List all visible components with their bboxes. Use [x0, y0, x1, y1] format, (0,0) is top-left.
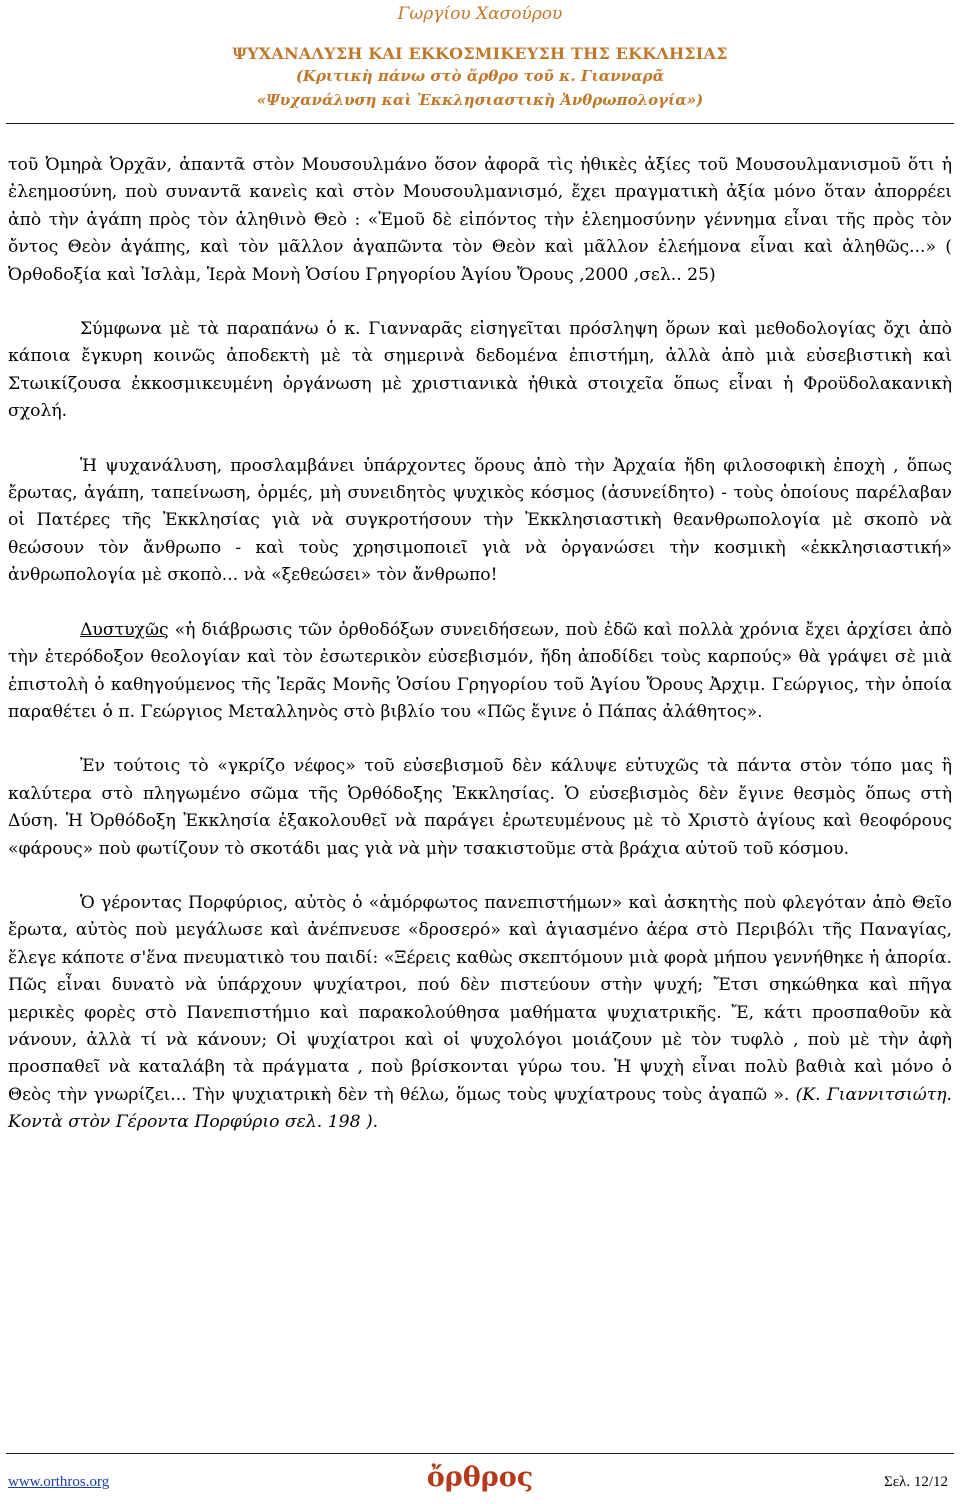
paragraph-4-lead: Δυστυχῶς: [80, 619, 169, 640]
website-link[interactable]: www.orthros.org: [8, 1474, 110, 1490]
paragraph-5: Ἐν τούτοις τὸ «γκρίζο νέφος» τοῦ εὐσεβισμοῦ δὲν κάλυψε εὐτυχῶς τὰ πάντα στὸν τόπο μας ἢ καλύτερα στὸ πληγωμένο σῶμα τῆς Ὀρθόδοξης Ἐκκλησίας. Ὁ εὐσεβισμὸς δὲν ἔγινε θεσμὸς ὅπως στὴ Δύση. Ἡ Ὀρθόδοξη Ἐκκλησία ἐξακολουθεῖ νὰ παράγει ἐρωτευμένους μὲ τὸ Χριστὸ ἁγίους καὶ θεοφόρους «φάρους» ποὺ φωτίζουν τὸ σκοτάδι μας γιὰ νὰ μὴν τσακιστοῦμε στὰ βράχια αὐτοῦ τοῦ κόσμου.: [8, 756, 952, 859]
paragraph-2: Σύμφωνα μὲ τὰ παραπάνω ὁ κ. Γιανναρᾶς εἰσηγεῖται πρόσληψη ὅρων καὶ μεθοδολογίας ὄχι ἀπὸ κάποια ἔγκυρη κοινῶς ἀποδεκτὴ μὲ τὰ σημερινὰ δεδομένα ἐπιστήμη, ἀλλὰ ἀπὸ μιὰ εὐσεβιστικὴ καὶ Στωικίζουσα ἐκκοσμικευμένη ὀργάνωση μὲ χριστιανικὰ ἠθικὰ στοιχεῖα ὅπως εἶναι ἡ Φροϋδολακανικὴ σχολή.: [8, 319, 952, 422]
paragraph-4-text: «ἡ διάβρωσις τῶν ὀρθοδόξων συνειδήσεων, ποὺ ἐδῶ καὶ πολλὰ χρόνια ἔχει ἀρχίσει ἀπὸ τὴν ἑτερόδοξον θεολογίαν καὶ τὸν ἐσωτερικὸν εὐσεβισμόν, ἤδη ἀποδίδει τοὺς καρπούς» θὰ γράψει σὲ μιὰ ἐπιστολὴ ὁ καθηγούμενος τῆς Ἱερᾶς Μονῆς Ὁσίου Γρηγορίου τοῦ Ἁγίου Ὄρους Ἀρχιμ. Γεώργιος, τὴν ὁποία παραθέτει ὁ π. Γεώργιος Μεταλληνὸς στὸ βιβλίο του «Πῶς ἔγινε ὁ Πάπας ἀλάθητος».: [8, 619, 952, 722]
paragraph-6-text: Ὁ γέροντας Πορφύριος, αὐτὸς ὁ «ἀμόρφωτος πανεπιστήμων» καὶ ἀσκητὴς ποὺ φλεγόταν ἀπὸ Θεῖο ἔρωτα, αὐτὸς ποὺ μεγάλωσε καὶ ἀνέπνευσε «δροσερό» καὶ ἁγιασμένο ἀέρα στὸ Περιβόλι τῆς Παναγίας, ἔλεγε κάποτε σ'ἕνα πνευματικὸ του παιδί: «Ξέρεις καθὼς σκεπτόμουν μιὰ φορὰ μήπου γεννήθηκε ἡ ἀπορία. Πῶς εἶναι δυνατὸ νὰ ὑπάρχουν ψυχίατροι, πού δὲν πιστεύουν στὴν ψυχή; Ἔτσι σηκώθηκα καὶ πῆγα μερικὲς φορὲς στὸ Πανεπιστήμιο καὶ παρακολούθησα μαθήματα ψυχιατρικῆς. Ἔ, κάτι προσπαθοῦν κὰ νάνουν, ἀλλὰ τί νὰ κάνουν; Οἱ ψυχίατροι καὶ οἱ ψυχολόγοι μοιάζουν μὲ τὸν τυφλὸ , ποὺ μὲ τὴν ἀφὴ προσπαθεῖ νὰ καταλάβη τὰ πράγματα , ποὺ βρίσκονται γύρω του. Ἡ ψυχὴ εἶναι πολὺ βαθιὰ καὶ μόνο ὁ Θεὸς τὴν γνωρίζει... Τὴν ψυχιατρικὴ δὲν τὴ θέλω, ὅμως τοὺς ψυχίατρους τοὺς ἀγαπῶ ».: [8, 892, 952, 1105]
author-name: Γωργίου Χασούρου: [397, 4, 563, 24]
document-title: ΨΥΧΑΝΑΛΥΣΗ ΚΑΙ ΕΚΚΟΣΜΙΚΕΥΣΗ ΤΗΣ ΕΚΚΛΗΣΙΑΣ: [232, 44, 728, 63]
page-number: Σελ. 12/12: [884, 1474, 948, 1490]
page-footer: [8, 1462, 952, 1498]
header-divider: [6, 123, 954, 124]
paragraph-1: τοῦ Ὀμηρὰ Ὀρχᾶν, ἀπαντᾶ στὸν Μουσουλμάνο ὅσον ἀφορᾶ τὶς ἠθικὲς ἀξίες τοῦ Μουσουλμανισμοῦ ὅτι ἡ ἐλεημοσύνη, ποὺ συναντᾶ κανεὶς καὶ στὸν Μουσουλμανισμό, ἔχει πραγματικὴ ἀξία μόνο ὅταν ἀπορρέει ἀπὸ τὴν ἀγάπη πρὸς τὸν ἀληθινὸ Θεὸ : «Ἐμοῦ δὲ εἰπόντος τὴν ἐλεημοσύνην γέννημα εἶναι τῆς πρὸς τὸν ὄντος Θεὸν ἀγάπης, καὶ τὸν μᾶλλον ἀγαπῶντα τὸν Θεὸν καὶ μᾶλλον ἐλεήμονα εἶναι καὶ ἀληθῶς...» ( Ὀρθοδοξία καὶ Ἰσλὰμ, Ἱερὰ Μονὴ Ὁσίου Γρηγορίου Ἁγίου Ὄρους ,2000 ,σελ.. 25): [8, 155, 952, 285]
paragraph-6-citation: (Κ. Γιαννιτσιώτη. Κοντὰ στὸν Γέροντα Πορφύριο σελ. 198 ).: [8, 1084, 952, 1133]
footer-divider: [6, 1453, 954, 1454]
paragraph-3: Ἡ ψυχανάλυση, προσλαμβάνει ὑπάρχοντες ὅρους ἀπὸ τὴν Ἀρχαία ἤδη φιλοσοφικὴ ἐποχὴ , ὅπως ἔρωτας, ἀγάπη, ταπείνωση, ὁρμές, μὴ συνειδητὸς ψυχικὸς κόσμος (ἀσυνείδητο) - τοὺς ὁποίους παρέλαβαν οἱ Πατέρες τῆς Ἐκκλησίας γιὰ νὰ συγκροτήσουν τὴν Ἐκκλησιαστικὴ θεανθρωπολογία μὲ σκοπὸ νὰ θεώσουν τὸν ἄνθρωπο - καὶ τοὺς χρησιμοποιεῖ γιὰ νὰ ὀργανώσει τὴν κοσμικὴ «ἐκκλησιαστική» ἀνθρωπολογία μὲ σκοπὸ... νὰ «ξεθεώσει» τὸν ἄνθρωπο!: [8, 455, 952, 586]
document-subtitle-line1: (Κριτικὴ πάνω στὸ ἄρθρο τοῦ κ. Γιανναρᾶ: [295, 67, 665, 85]
paragraph-4: [8, 617, 952, 727]
orthros-logo: ὄρθρος: [426, 1462, 534, 1493]
document-subtitle-line2: «Ψυχανάλυση καὶ Ἐκκλησιαστικὴ Ἀνθρωπολογία»): [256, 91, 704, 109]
paragraph-6: [8, 890, 952, 1137]
document-body: [8, 152, 952, 1137]
